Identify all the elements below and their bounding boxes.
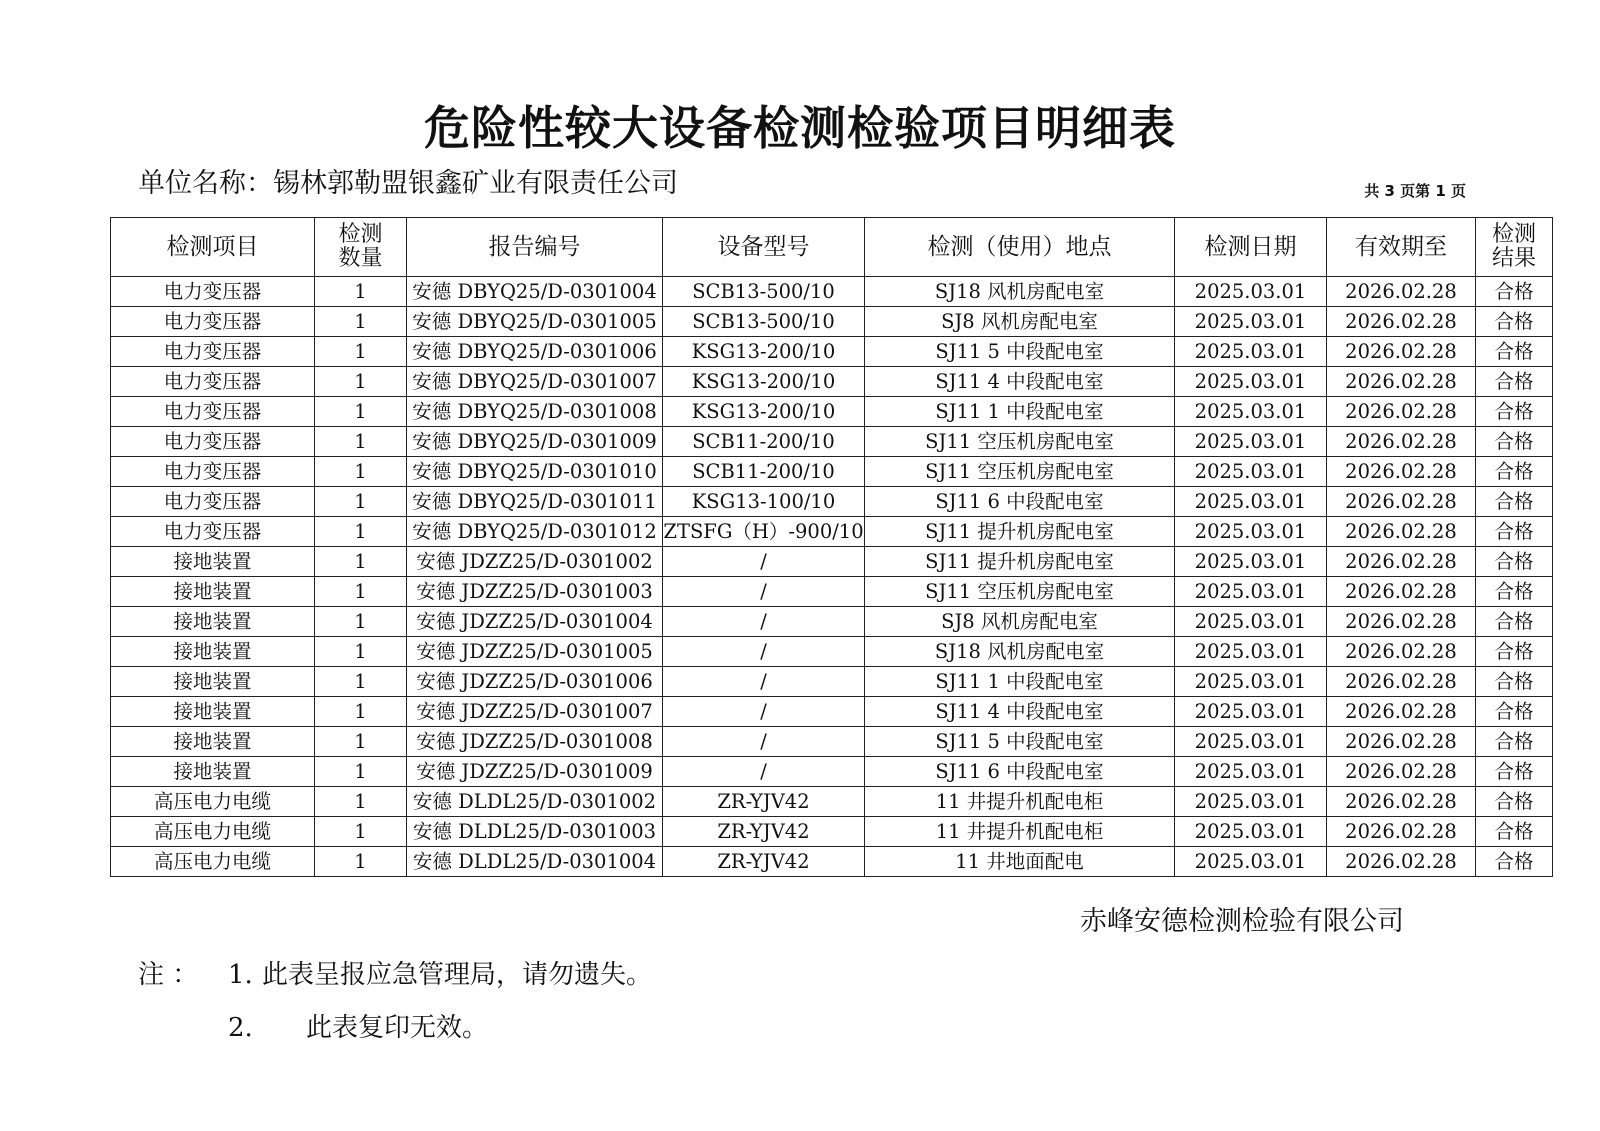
cell-test-date: 2025.03.01 xyxy=(1175,757,1327,787)
cell-item: 接地装置 xyxy=(111,637,315,667)
cell-quantity: 1 xyxy=(315,787,407,817)
cell-item: 接地装置 xyxy=(111,697,315,727)
cell-location: SJ11 6 中段配电室 xyxy=(865,757,1175,787)
cell-report-no: 安德 JDZZ25/D-0301005 xyxy=(407,637,663,667)
cell-location: SJ11 空压机房配电室 xyxy=(865,577,1175,607)
header-report-no: 报告编号 xyxy=(407,218,663,277)
table-row xyxy=(111,517,1553,547)
header-location: 检测（使用）地点 xyxy=(865,218,1175,277)
cell-item: 电力变压器 xyxy=(111,307,315,337)
cell-test-date: 2025.03.01 xyxy=(1175,697,1327,727)
cell-quantity: 1 xyxy=(315,697,407,727)
cell-report-no: 安德 JDZZ25/D-0301008 xyxy=(407,727,663,757)
cell-test-date: 2025.03.01 xyxy=(1175,727,1327,757)
table-row xyxy=(111,667,1553,697)
cell-location: SJ11 空压机房配电室 xyxy=(865,427,1175,457)
cell-result: 合格 xyxy=(1476,847,1553,877)
cell-valid-until: 2026.02.28 xyxy=(1327,427,1476,457)
cell-result: 合格 xyxy=(1476,457,1553,487)
cell-model: KSG13-200/10 xyxy=(663,337,865,367)
header-item: 检测项目 xyxy=(111,218,315,277)
cell-location: SJ8 风机房配电室 xyxy=(865,607,1175,637)
cell-item: 接地装置 xyxy=(111,547,315,577)
cell-test-date: 2025.03.01 xyxy=(1175,427,1327,457)
cell-valid-until: 2026.02.28 xyxy=(1327,277,1476,307)
cell-quantity: 1 xyxy=(315,817,407,847)
table-row xyxy=(111,547,1553,577)
header-quantity-line2: 数量 xyxy=(338,246,383,271)
inspection-table xyxy=(110,217,1553,877)
issuer-company: 赤峰安德检测检验有限公司 xyxy=(1080,906,1404,937)
cell-location: SJ11 1 中段配电室 xyxy=(865,667,1175,697)
cell-result: 合格 xyxy=(1476,427,1553,457)
table-row xyxy=(111,337,1553,367)
cell-location: SJ11 4 中段配电室 xyxy=(865,697,1175,727)
cell-item: 高压电力电缆 xyxy=(111,847,315,877)
cell-model: / xyxy=(663,637,865,667)
cell-valid-until: 2026.02.28 xyxy=(1327,577,1476,607)
cell-location: SJ11 5 中段配电室 xyxy=(865,337,1175,367)
cell-result: 合格 xyxy=(1476,337,1553,367)
note-1-number: 1. xyxy=(228,960,253,990)
cell-result: 合格 xyxy=(1476,517,1553,547)
cell-quantity: 1 xyxy=(315,337,407,367)
notes-label: 注 ： xyxy=(138,960,199,990)
cell-test-date: 2025.03.01 xyxy=(1175,337,1327,367)
cell-result: 合格 xyxy=(1476,667,1553,697)
cell-result: 合格 xyxy=(1476,607,1553,637)
cell-report-no: 安德 DBYQ25/D-0301008 xyxy=(407,397,663,427)
table-row xyxy=(111,427,1553,457)
cell-result: 合格 xyxy=(1476,817,1553,847)
cell-item: 电力变压器 xyxy=(111,277,315,307)
header-quantity xyxy=(315,218,407,277)
cell-test-date: 2025.03.01 xyxy=(1175,787,1327,817)
cell-item: 电力变压器 xyxy=(111,487,315,517)
cell-quantity: 1 xyxy=(315,487,407,517)
cell-model: KSG13-200/10 xyxy=(663,367,865,397)
table-row xyxy=(111,577,1553,607)
cell-model: / xyxy=(663,727,865,757)
cell-location: SJ18 风机房配电室 xyxy=(865,277,1175,307)
cell-report-no: 安德 JDZZ25/D-0301007 xyxy=(407,697,663,727)
cell-location: SJ11 4 中段配电室 xyxy=(865,367,1175,397)
cell-test-date: 2025.03.01 xyxy=(1175,457,1327,487)
cell-model: ZR-YJV42 xyxy=(663,847,865,877)
cell-test-date: 2025.03.01 xyxy=(1175,397,1327,427)
cell-result: 合格 xyxy=(1476,307,1553,337)
cell-report-no: 安德 JDZZ25/D-0301004 xyxy=(407,607,663,637)
cell-valid-until: 2026.02.28 xyxy=(1327,847,1476,877)
cell-result: 合格 xyxy=(1476,577,1553,607)
cell-model: / xyxy=(663,667,865,697)
header-valid-until: 有效期至 xyxy=(1327,218,1476,277)
cell-model: SCB13-500/10 xyxy=(663,277,865,307)
cell-valid-until: 2026.02.28 xyxy=(1327,637,1476,667)
table-row xyxy=(111,397,1553,427)
cell-test-date: 2025.03.01 xyxy=(1175,667,1327,697)
cell-item: 电力变压器 xyxy=(111,427,315,457)
cell-model: SCB11-200/10 xyxy=(663,457,865,487)
cell-model: / xyxy=(663,697,865,727)
header-quantity-line1: 检测 xyxy=(338,222,383,247)
cell-item: 高压电力电缆 xyxy=(111,817,315,847)
cell-location: 11 井提升机配电柜 xyxy=(865,817,1175,847)
cell-model: / xyxy=(663,547,865,577)
cell-location: SJ18 风机房配电室 xyxy=(865,637,1175,667)
cell-quantity: 1 xyxy=(315,427,407,457)
table-row xyxy=(111,697,1553,727)
cell-quantity: 1 xyxy=(315,457,407,487)
cell-model: KSG13-100/10 xyxy=(663,487,865,517)
cell-location: SJ11 5 中段配电室 xyxy=(865,727,1175,757)
cell-quantity: 1 xyxy=(315,577,407,607)
cell-valid-until: 2026.02.28 xyxy=(1327,757,1476,787)
cell-model: / xyxy=(663,607,865,637)
cell-location: SJ11 提升机房配电室 xyxy=(865,517,1175,547)
cell-quantity: 1 xyxy=(315,607,407,637)
cell-valid-until: 2026.02.28 xyxy=(1327,367,1476,397)
cell-result: 合格 xyxy=(1476,277,1553,307)
cell-location: 11 井地面配电 xyxy=(865,847,1175,877)
cell-result: 合格 xyxy=(1476,397,1553,427)
cell-model: SCB11-200/10 xyxy=(663,427,865,457)
header-result-line2: 结果 xyxy=(1491,246,1536,271)
cell-item: 接地装置 xyxy=(111,667,315,697)
cell-report-no: 安德 DBYQ25/D-0301011 xyxy=(407,487,663,517)
document-title: 危险性较大设备检测检验项目明细表 xyxy=(424,101,1176,155)
cell-test-date: 2025.03.01 xyxy=(1175,577,1327,607)
cell-report-no: 安德 DLDL25/D-0301003 xyxy=(407,817,663,847)
cell-test-date: 2025.03.01 xyxy=(1175,277,1327,307)
cell-location: SJ11 6 中段配电室 xyxy=(865,487,1175,517)
cell-test-date: 2025.03.01 xyxy=(1175,517,1327,547)
header-test-date: 检测日期 xyxy=(1175,218,1327,277)
table-row xyxy=(111,847,1553,877)
cell-quantity: 1 xyxy=(315,517,407,547)
cell-result: 合格 xyxy=(1476,757,1553,787)
table-row xyxy=(111,787,1553,817)
cell-result: 合格 xyxy=(1476,547,1553,577)
cell-model: ZR-YJV42 xyxy=(663,787,865,817)
cell-test-date: 2025.03.01 xyxy=(1175,637,1327,667)
cell-result: 合格 xyxy=(1476,637,1553,667)
cell-report-no: 安德 JDZZ25/D-0301006 xyxy=(407,667,663,697)
cell-test-date: 2025.03.01 xyxy=(1175,817,1327,847)
header-result xyxy=(1476,218,1553,277)
cell-valid-until: 2026.02.28 xyxy=(1327,817,1476,847)
note-1-text: 此表呈报应急管理局，请勿遗失。 xyxy=(262,960,653,990)
cell-model: SCB13-500/10 xyxy=(663,307,865,337)
cell-valid-until: 2026.02.28 xyxy=(1327,397,1476,427)
cell-valid-until: 2026.02.28 xyxy=(1327,517,1476,547)
cell-report-no: 安德 DBYQ25/D-0301006 xyxy=(407,337,663,367)
cell-result: 合格 xyxy=(1476,367,1553,397)
cell-result: 合格 xyxy=(1476,697,1553,727)
header-result-line1: 检测 xyxy=(1491,222,1536,247)
cell-report-no: 安德 JDZZ25/D-0301003 xyxy=(407,577,663,607)
cell-quantity: 1 xyxy=(315,367,407,397)
cell-test-date: 2025.03.01 xyxy=(1175,847,1327,877)
cell-quantity: 1 xyxy=(315,667,407,697)
cell-item: 电力变压器 xyxy=(111,517,315,547)
cell-report-no: 安德 DLDL25/D-0301004 xyxy=(407,847,663,877)
cell-quantity: 1 xyxy=(315,757,407,787)
cell-valid-until: 2026.02.28 xyxy=(1327,307,1476,337)
table-row xyxy=(111,757,1553,787)
cell-report-no: 安德 DBYQ25/D-0301009 xyxy=(407,427,663,457)
cell-quantity: 1 xyxy=(315,847,407,877)
note-2-text: 此表复印无效。 xyxy=(306,1013,489,1043)
cell-valid-until: 2026.02.28 xyxy=(1327,547,1476,577)
cell-item: 电力变压器 xyxy=(111,367,315,397)
cell-valid-until: 2026.02.28 xyxy=(1327,667,1476,697)
cell-report-no: 安德 JDZZ25/D-0301002 xyxy=(407,547,663,577)
cell-item: 接地装置 xyxy=(111,577,315,607)
cell-quantity: 1 xyxy=(315,547,407,577)
cell-quantity: 1 xyxy=(315,277,407,307)
cell-quantity: 1 xyxy=(315,307,407,337)
cell-location: SJ11 空压机房配电室 xyxy=(865,457,1175,487)
cell-report-no: 安德 DLDL25/D-0301002 xyxy=(407,787,663,817)
table-row xyxy=(111,457,1553,487)
cell-test-date: 2025.03.01 xyxy=(1175,607,1327,637)
cell-location: 11 井提升机配电柜 xyxy=(865,787,1175,817)
table-row xyxy=(111,817,1553,847)
cell-test-date: 2025.03.01 xyxy=(1175,307,1327,337)
cell-item: 高压电力电缆 xyxy=(111,787,315,817)
cell-item: 接地装置 xyxy=(111,607,315,637)
cell-test-date: 2025.03.01 xyxy=(1175,487,1327,517)
cell-quantity: 1 xyxy=(315,397,407,427)
cell-test-date: 2025.03.01 xyxy=(1175,547,1327,577)
cell-location: SJ11 1 中段配电室 xyxy=(865,397,1175,427)
cell-report-no: 安德 DBYQ25/D-0301010 xyxy=(407,457,663,487)
cell-item: 电力变压器 xyxy=(111,337,315,367)
cell-result: 合格 xyxy=(1476,787,1553,817)
cell-item: 接地装置 xyxy=(111,757,315,787)
cell-valid-until: 2026.02.28 xyxy=(1327,487,1476,517)
page-info: 共 3 页第 1 页 xyxy=(1364,182,1466,200)
cell-result: 合格 xyxy=(1476,727,1553,757)
table-row xyxy=(111,307,1553,337)
cell-valid-until: 2026.02.28 xyxy=(1327,697,1476,727)
table-header-row xyxy=(111,218,1553,277)
table-body xyxy=(111,277,1553,877)
header-model: 设备型号 xyxy=(663,218,865,277)
cell-report-no: 安德 DBYQ25/D-0301005 xyxy=(407,307,663,337)
cell-valid-until: 2026.02.28 xyxy=(1327,727,1476,757)
cell-location: SJ8 风机房配电室 xyxy=(865,307,1175,337)
cell-report-no: 安德 DBYQ25/D-0301012 xyxy=(407,517,663,547)
cell-model: ZTSFG（H）-900/10 xyxy=(663,517,865,547)
cell-result: 合格 xyxy=(1476,487,1553,517)
cell-location: SJ11 提升机房配电室 xyxy=(865,547,1175,577)
table-row xyxy=(111,727,1553,757)
cell-item: 电力变压器 xyxy=(111,457,315,487)
cell-valid-until: 2026.02.28 xyxy=(1327,607,1476,637)
cell-valid-until: 2026.02.28 xyxy=(1327,787,1476,817)
cell-valid-until: 2026.02.28 xyxy=(1327,457,1476,487)
cell-model: / xyxy=(663,757,865,787)
cell-item: 接地装置 xyxy=(111,727,315,757)
table-row xyxy=(111,277,1553,307)
cell-model: / xyxy=(663,577,865,607)
cell-quantity: 1 xyxy=(315,637,407,667)
note-2-number: 2. xyxy=(228,1013,253,1043)
table-row xyxy=(111,367,1553,397)
unit-name: 单位名称：锡林郭勒盟银鑫矿业有限责任公司 xyxy=(138,168,678,199)
cell-test-date: 2025.03.01 xyxy=(1175,367,1327,397)
table-row xyxy=(111,487,1553,517)
cell-report-no: 安德 DBYQ25/D-0301007 xyxy=(407,367,663,397)
cell-quantity: 1 xyxy=(315,727,407,757)
cell-valid-until: 2026.02.28 xyxy=(1327,337,1476,367)
table-row xyxy=(111,637,1553,667)
cell-report-no: 安德 JDZZ25/D-0301009 xyxy=(407,757,663,787)
table-row xyxy=(111,607,1553,637)
cell-item: 电力变压器 xyxy=(111,397,315,427)
cell-report-no: 安德 DBYQ25/D-0301004 xyxy=(407,277,663,307)
cell-model: ZR-YJV42 xyxy=(663,817,865,847)
cell-model: KSG13-200/10 xyxy=(663,397,865,427)
